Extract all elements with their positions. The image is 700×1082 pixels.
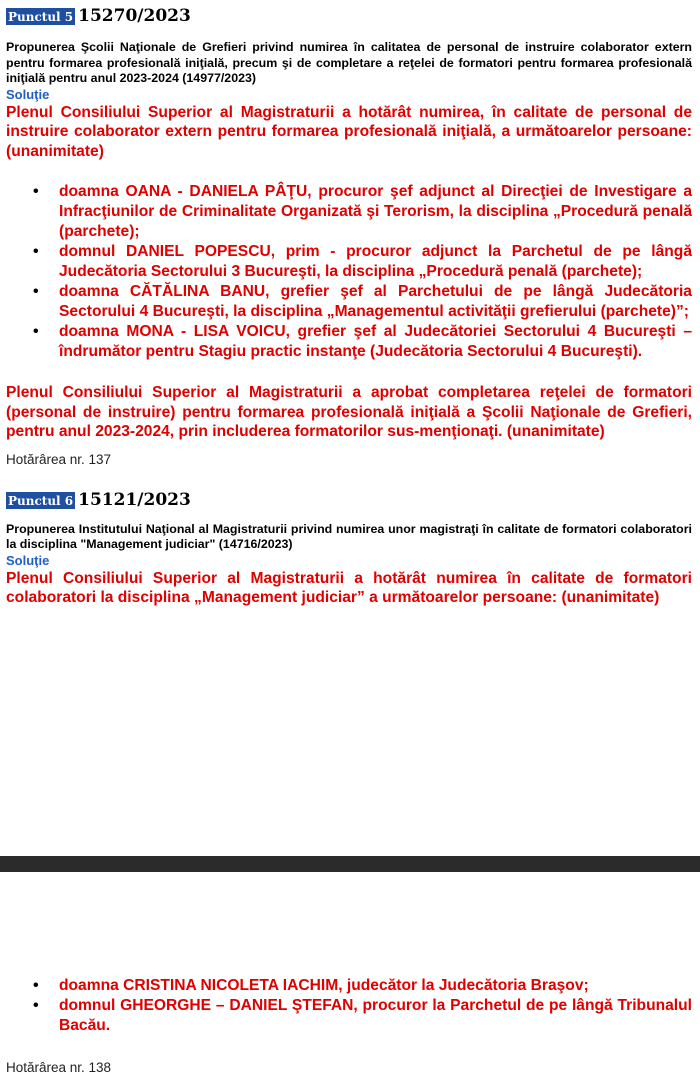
bullet-icon: • [33,183,39,200]
point-badge: Punctul 5 [8,10,74,24]
person-text: domnul GHEORGHE – DANIEL ŞTEFAN, procuror la Parchetul de pe lângă Tribunalul Bacău. [59,997,692,1034]
point-heading [6,0,692,34]
bullet-icon: • [33,977,39,994]
page-separator [0,856,700,872]
list-item [6,996,692,1036]
point-badge: Punctul 6 [8,493,74,508]
decision-number: Hotărârea nr. 138 [6,1060,112,1075]
list-item [6,242,692,282]
person-text: doamna CRISTINA NICOLETA IACHIM, judecător la Judecătoria Braşov; [59,977,589,994]
persons-list [6,976,692,1036]
document-page-2 [0,872,700,1082]
list-item [6,976,692,996]
bullet-icon: • [33,243,39,260]
bullet-icon: • [33,997,39,1014]
list-item [6,322,692,362]
person-text: doamna CĂTĂLINA BANU, grefier şef al Parchetului de pe lângă Judecătoria Sectorului 4 Bucureşti, la disciplina „Managementul activităţii grefierului (parchete)”; [59,283,692,320]
person-text: doamna MONA - LISA VOICU, grefier şef al Judecătoriei Sectorului 4 Bucureşti – îndrumător pentru Stagiu practic instanţe (Judecătoria Sectorului 4 Bucureşti). [59,323,692,360]
solution-label: Soluţie [6,552,50,568]
proposal-text: Propunerea Şcolii Naţionale de Grefieri privind numirea în calitatea de personal de instruire colaborator extern pentru formarea profesională iniţială, precum şi de completare a reţelei de formatori pentru formarea profesională iniţială pentru anul 2023-2024 (14977/2023) [6,40,692,85]
proposal-text: Propunerea Institutului Naţional al Magistraturii privind numirea unor magistraţi în calitate de formatori colaboratori la disciplina "Management judiciar" (14716/2023) [6,521,692,551]
resolution-text: Plenul Consiliului Superior al Magistraturii a hotărât numirea, în calitate de personal de instruire colaborator extern pentru formarea profesională iniţială, a următoarelor persoane: (unanimitate) [6,103,692,160]
solution-label: Soluţie [6,86,50,102]
list-item [6,282,692,322]
list-item [6,182,692,242]
bullet-icon: • [33,283,39,300]
decision-number: Hotărârea nr. 137 [6,451,112,467]
resolution-text: Plenul Consiliului Superior al Magistraturii a hotărât numirea în calitate de formatori colaboratori la disciplina „Management judiciar” a următoarelor persoane: (unanimitate) [6,569,692,606]
point-number: 15270/2023 [78,6,191,26]
person-text: doamna OANA - DANIELA PÂŢU, procuror şef adjunct al Direcţiei de Investigare a Infracţiunilor de Criminalitate Organizată şi Terorism, la disciplina „Procedură penală (parchete); [59,183,692,240]
resolution-text-2: Plenul Consiliului Superior al Magistraturii a aprobat completarea reţelei de formatori (personal de instruire) pentru formarea profesională iniţială a Şcolii Naţionale de Grefieri, pentru anul 2023-2024, prin includerea formatorilor sus-menţionaţi. (unanimitate) [6,384,692,440]
point-number: 15121/2023 [78,489,191,510]
bullet-icon: • [33,323,39,340]
point-heading [6,490,692,518]
persons-list [6,182,692,362]
person-text: domnul DANIEL POPESCU, prim - procuror adjunct la Parchetul de pe lângă Judecătoria Sectorului 3 Bucureşti, la disciplina „Procedură penală (parchete); [59,243,692,280]
